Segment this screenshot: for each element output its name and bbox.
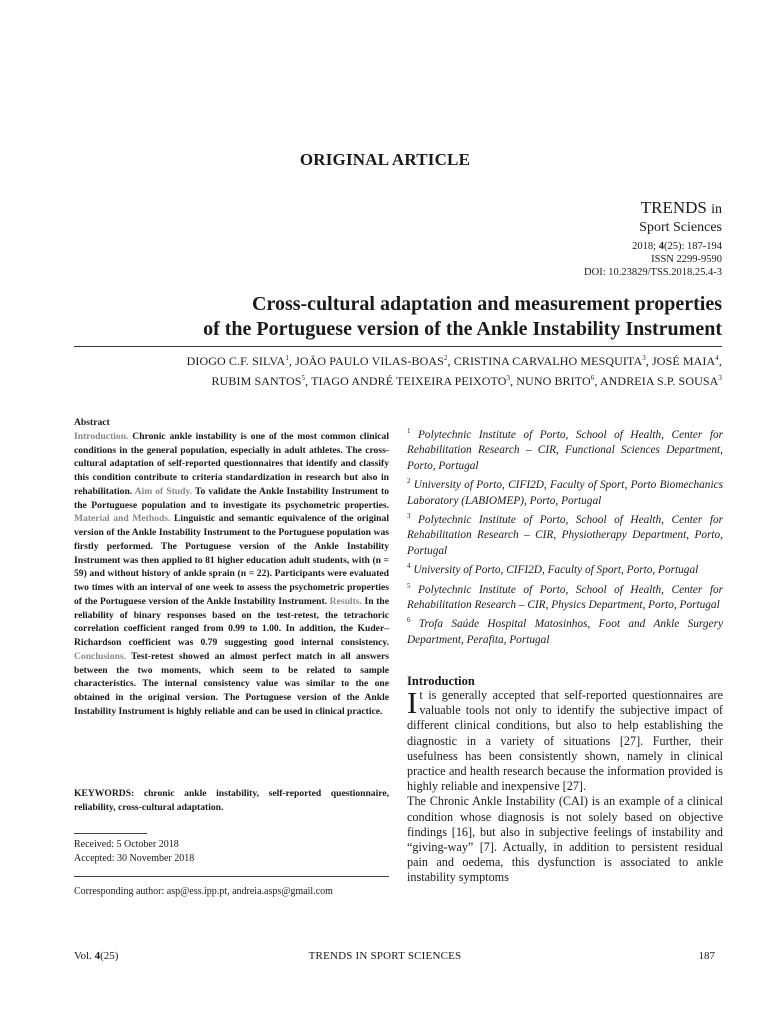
affiliation-text: Trofa Saúde Hospital Matosinhos, Foot and Ankle Surgery Department, Perafita, Portugal [407,618,723,646]
abstract-methods-label: Material and Methods. [74,513,171,525]
author-affil-mark: 2 [443,354,448,362]
abstract-heading: Abstract [74,417,110,428]
received-date: Received: 5 October 2018 [74,839,179,850]
citation-year: 2018; [632,241,659,252]
affiliation-mark: 4 [407,562,411,571]
affiliation [407,474,723,509]
citation-volume: 4 [658,241,664,252]
affiliation [407,559,723,578]
abstract-intro-text: Chronic ankle instability is one of the most common clinical conditions in the general population, especially in adult athletes. The cross-cultural adaptation of self-reported questionnaires that identify and classify this condition contribute to criteria standardization in research but also in rehabilitation. [74,430,389,497]
footer-vol-issue: (25) [100,950,119,962]
author-affil-mark: 3 [718,374,722,382]
introduction-paragraph: The Chronic Ankle Instability (CAI) is an example of a clinical condition whose diagnosis is not solely based on objective findings [16], but also in subjective feelings of instability and “giving-way” [7]. Actually, in addition to persistent residual pain and oedema, this dysfunction is associated to ankle instability symptoms [407,794,723,885]
author-separator: , [288,354,296,368]
footer-vol-prefix: Vol. [74,950,95,962]
abstract-conclusions-label: Conclusions. [74,650,126,662]
affiliation [407,509,723,559]
author-name: CRISTINA CARVALHO MESQUITA [453,354,643,368]
journal-citation [632,240,722,253]
corresponding-author: Corresponding author: asp@ess.ipp.pt, andreia.asps@gmail.com [74,886,333,897]
affiliation-text: Polytechnic Institute of Porto, School of Health, Center for Rehabilitation Research – CIR, Functional Sciences Department, Porto, Portugal [407,428,723,472]
journal-name-main: TRENDS [640,198,707,217]
author-affil-mark: 3 [506,374,511,382]
author-list [74,350,722,390]
abstract-results-text: In the reliability of binary responses based on the test-retest, the tetrachoric correlation coefficient ranged from 0.99 to 1.00. In addition, the Kuder–Richardson coefficient was 0.79 suggesting good internal consistency. [74,595,389,648]
author-separator: , [305,374,312,388]
author-separator: , [510,374,517,388]
affiliation-mark: 5 [407,581,411,590]
affiliation-text: University of Porto, CIFI2D, Faculty of Sport, Porto Biomechanics Laboratory (LABIOMEP), Porto, Portugal [407,479,723,507]
introduction-heading: Introduction [407,674,475,688]
drop-cap: I [407,685,418,720]
journal-name [641,198,722,218]
journal-doi[interactable]: DOI: 10.23829/TSS.2018.25.4-3 [584,267,722,278]
article-title-line-1: Cross-cultural adaptation and measurement properties [252,293,722,315]
author-name: JOSÉ MAIA [652,354,716,368]
abstract-conclusions-text: Test-retest showed an almost perfect match in all answers between the two moments, which seem to be related to sample characteristics. The internal consistency value was similar to the one obtained in the original version. The Portuguese version of the Ankle Instability Instrument is highly reliable and can be used in clinical practice. [74,650,389,717]
affiliation [407,424,723,474]
abstract-methods-text: Linguistic and semantic equivalence of the original version of the Ankle Instability Instrument to the Portuguese population was firstly performed. The Portuguese version of the Ankle Instability Instrument was then applied to 81 higher education adult students, with (n = 59) and without history of ankle sprain (n = 22). Participants were evaluated two times with an interval of one week to assess the psychometric properties of the Portuguese version of the Ankle Instability Instrument. [74,513,389,607]
title-divider [74,346,722,347]
author-separator: , [447,354,454,368]
author-name: TIAGO ANDRÉ TEIXEIRA PEIXOTO [311,374,507,388]
affiliation-text: Polytechnic Institute of Porto, School of Health, Center for Rehabilitation Research – CIR, Physics Department, Porto, Portugal [407,583,723,611]
affiliation [407,613,723,648]
citation-issue-pages: (25): 187-194 [663,241,722,252]
introduction-body [407,685,723,886]
affiliation-mark: 3 [407,512,411,521]
author-affil-mark: 3 [642,354,646,362]
page-number: 187 [698,950,715,962]
affiliations [407,424,723,648]
affiliation-text: University of Porto, CIFI2D, Faculty of Sport, Porto, Portugal [410,564,699,577]
author-name: NUNO BRITO [516,374,591,388]
author-name: ANDREIA S.P. SOUSA [599,374,719,388]
author-affil-mark: 5 [301,374,306,382]
submission-dates [74,838,194,866]
author-name: JOÃO PAULO VILAS-BOAS [295,354,444,368]
introduction-paragraph [407,685,723,794]
author-line-1 [74,350,722,370]
article-title-line-2: of the Portuguese version of the Ankle Instability Instrument [203,318,722,340]
abstract-aim-label: Aim of Study. [134,485,193,497]
article-title [60,292,722,342]
author-affil-mark: 6 [590,374,595,382]
introduction-paragraph-1-text: t is generally accepted that self-reported questionnaires are valuable tools not only to identify the subjective impact of different clinical conditions, but also to help establishing the diagnostic in a variety of situations [27]. Further, their usefulness has been consistently shown, namely in clinical practice and health research because the information provided is highly reliable and inexpensive [27]. [407,688,723,794]
author-separator: , [645,354,653,368]
author-line-2 [74,370,722,390]
abstract-intro-label: Introduction. [74,430,129,442]
abstract [74,416,389,719]
footer-vol-number: 4 [94,950,101,962]
author-separator: , [594,374,600,388]
author-name: RUBIM SANTOS [211,374,302,388]
journal-subtitle: Sport Sciences [639,220,722,235]
footer-journal: TRENDS IN SPORT SCIENCES [308,950,462,962]
corresponding-divider [74,876,389,877]
author-separator: , [718,354,722,368]
affiliation-mark: 6 [407,616,411,625]
author-affil-mark: 4 [715,354,719,362]
affiliation-mark: 2 [407,477,411,486]
section-label: ORIGINAL ARTICLE [299,150,471,169]
dates-divider [74,833,147,834]
author-affil-mark: 1 [285,354,289,362]
affiliation [407,579,723,614]
accepted-date: Accepted: 30 November 2018 [74,853,195,864]
journal-issn: ISSN 2299-9590 [651,254,722,265]
abstract-aim-text: To validate the Ankle Instability Instrument to the Portuguese population and to investigate its psychometric properties. [74,485,390,511]
keywords: KEYWORDS: chronic ankle instability, self-reported questionnaire, reliability, cross-cultural adaptation. [74,788,389,813]
affiliation-mark: 1 [407,427,411,435]
abstract-results-label: Results. [329,595,362,607]
journal-name-in: in [711,202,722,217]
affiliation-text: Polytechnic Institute of Porto, School of Health, Center for Rehabilitation Research – CIR, Physiotherapy Department, Porto, Portugal [407,513,723,557]
author-name: DIOGO C.F. SILVA [186,354,286,368]
